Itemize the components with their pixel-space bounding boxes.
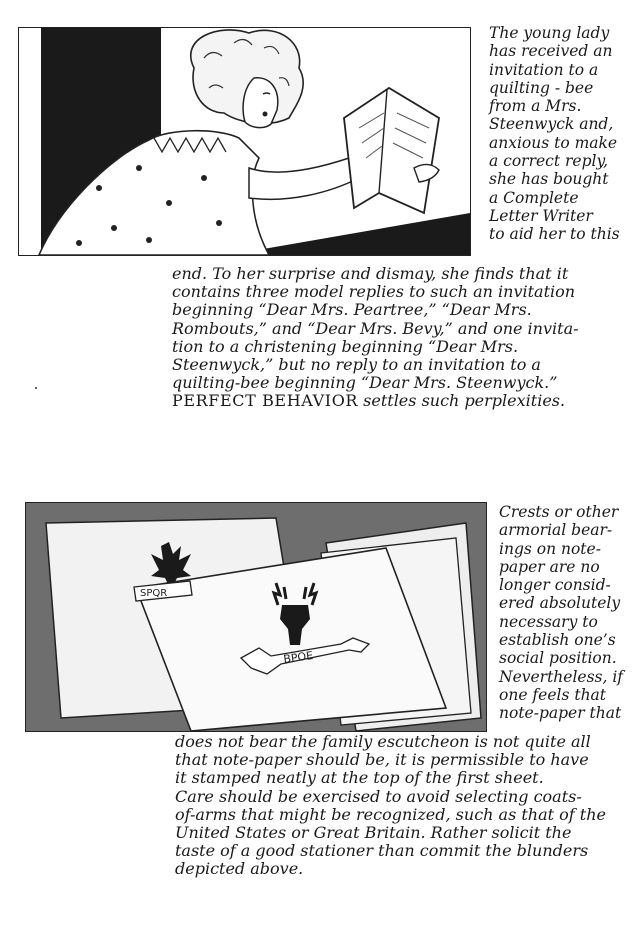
reading-lady-illustration <box>18 27 471 256</box>
text-line: ings on note- <box>499 539 601 558</box>
text-line: quilting - bee <box>489 78 594 97</box>
text-line: Steenwyck and, <box>489 115 614 134</box>
section2-body-text <box>175 733 627 879</box>
text-line: longer consid- <box>499 576 611 595</box>
text-line: to aid her to this <box>489 225 620 244</box>
text-line: taste of a good stationer than commit the blunders <box>175 841 589 861</box>
text-line: one feels that <box>499 685 607 704</box>
text-line: social position. <box>499 649 617 668</box>
text-line: Care should be exercised to avoid selecting coats- <box>175 786 582 806</box>
text-line: establish one’s <box>499 631 616 650</box>
stray-mark <box>35 387 37 389</box>
text-line: necessary to <box>499 612 598 631</box>
text-line: anxious to make <box>489 133 618 152</box>
section1-body-text <box>172 265 627 411</box>
text-line: depicted above. <box>175 859 304 879</box>
text-line: invitation to a <box>489 60 599 79</box>
text-line: Crests or other <box>499 503 619 521</box>
text-line: note-paper that <box>499 704 622 723</box>
text-line: The young lady <box>489 24 610 42</box>
section1-side-text <box>489 24 625 244</box>
text-line: that note-paper should be, it is permissible to have <box>175 750 589 770</box>
crest-right-motto: BPOE <box>282 648 314 666</box>
text-line: end. To her surprise and dismay, she finds that it <box>172 264 569 283</box>
book-title: PERFECT BEHAVIOR <box>172 391 359 411</box>
text-line: paper are no <box>499 557 600 576</box>
text-line: a Complete <box>489 188 579 207</box>
crest-left-motto: SPQR <box>140 588 168 599</box>
text-line: beginning “Dear Mrs. Peartree,” “Dear Mrs. <box>172 300 532 320</box>
text-line: quilting-bee beginning “Dear Mrs. Steenwyck.” <box>172 373 558 393</box>
text-line: Steenwyck,” but no reply to an invitation to a <box>172 355 541 375</box>
text-line: armorial bear- <box>499 521 613 540</box>
text-line: from a Mrs. <box>489 97 582 116</box>
text-line: Letter Writer <box>489 206 593 225</box>
section2-side-text <box>499 503 627 723</box>
text-line: Rombouts,” and “Dear Mrs. Bevy,” and one invita- <box>172 318 579 338</box>
text-line: United States or Great Britain. Rather solicit the <box>175 823 572 843</box>
text-line: settles such perplexities. <box>358 391 566 411</box>
crested-notepaper-illustration <box>25 502 487 732</box>
text-line: she has bought <box>489 170 609 189</box>
text-line: of-arms that might be recognized, such as that of the <box>175 804 607 824</box>
text-line: Nevertheless, if <box>499 667 624 686</box>
text-line: contains three model replies to such an invitation <box>172 282 576 302</box>
text-line: has received an <box>489 42 613 61</box>
text-line: it stamped neatly at the top of the first sheet. <box>175 768 544 788</box>
text-line: ered absolutely <box>499 594 621 613</box>
text-line: tion to a christening beginning “Dear Mrs. <box>172 336 519 356</box>
text-line: a correct reply, <box>489 152 609 171</box>
text-line: does not bear the family escutcheon is not quite all <box>175 732 591 751</box>
